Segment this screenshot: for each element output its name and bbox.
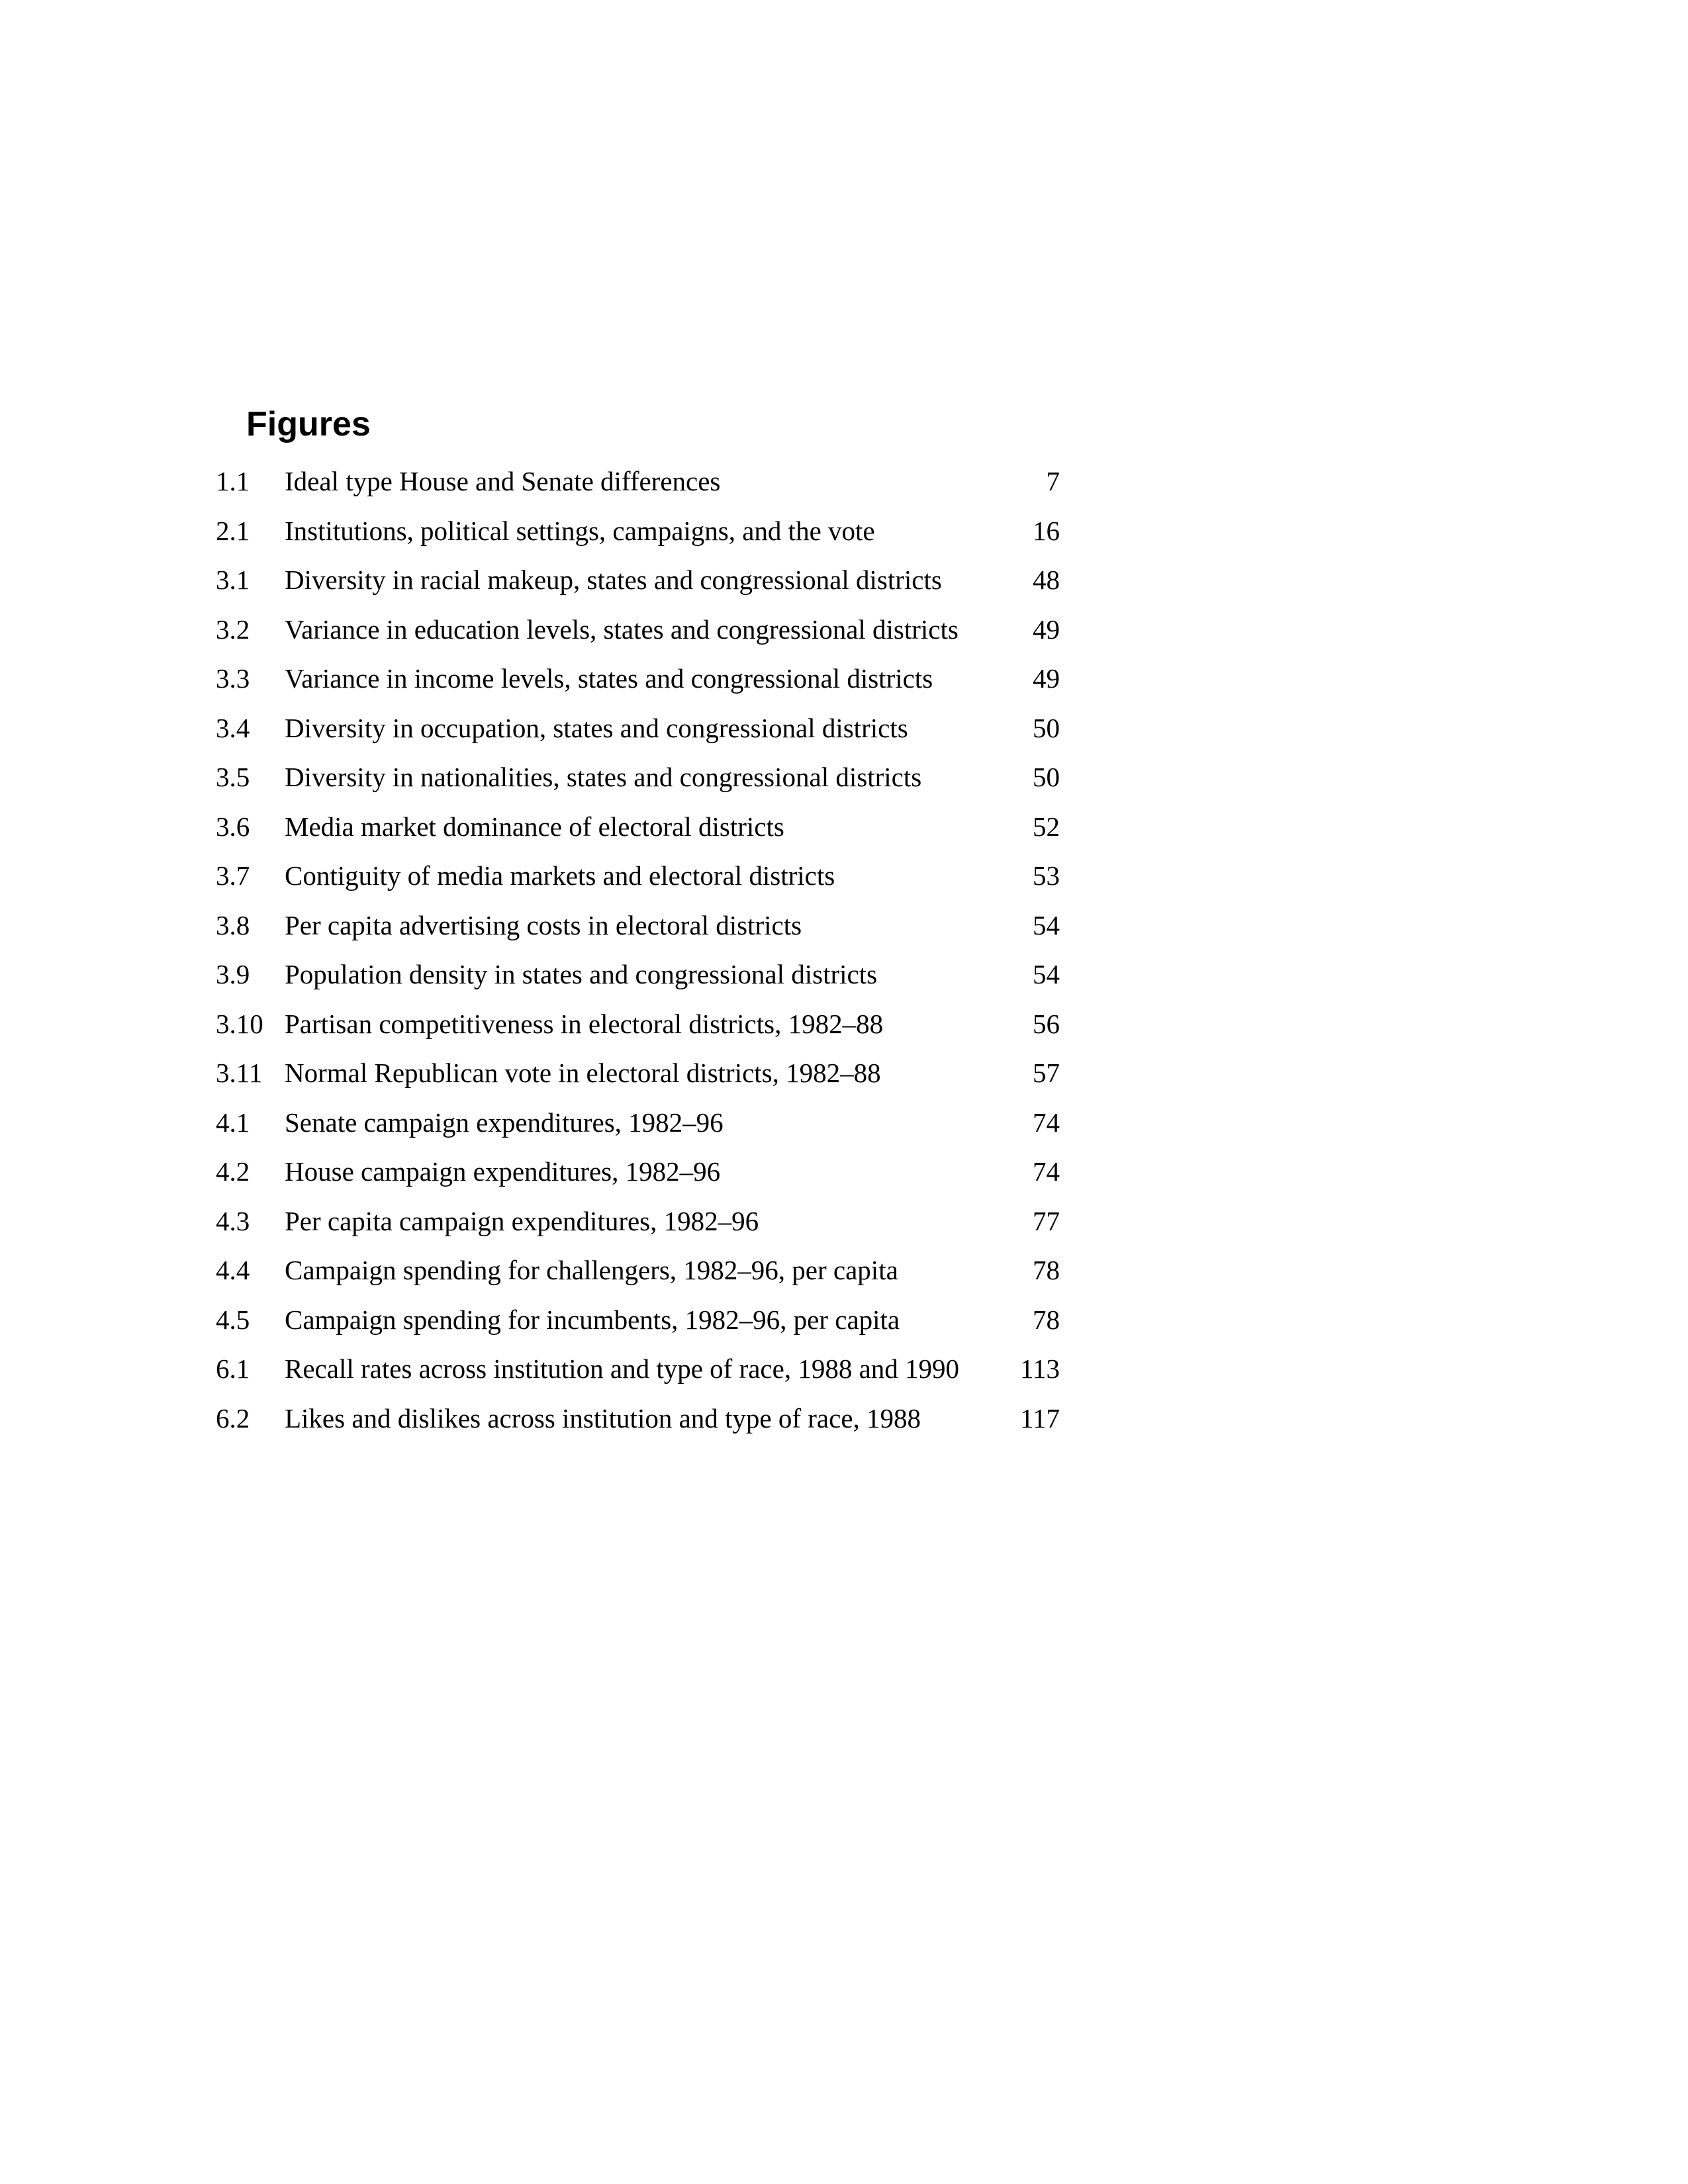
figure-page-number: 49 [1033,663,1060,694]
figure-entry [216,901,1060,950]
figure-entry [216,950,1060,999]
figure-page-number: 78 [1033,1255,1060,1285]
figure-number: 6.1 [216,1353,250,1384]
figure-title: Senate campaign expenditures, 1982–96 [285,1107,724,1138]
figure-page-number: 52 [1033,811,1060,842]
figure-number: 3.5 [216,762,250,792]
figure-number: 2.1 [216,515,250,546]
figure-title: Partisan competitiveness in electoral districts, 1982–88 [285,1008,884,1039]
figure-title: Variance in education levels, states and congressional districts [285,614,959,645]
figure-number: 3.11 [216,1058,263,1088]
figure-title: Media market dominance of electoral districts [285,811,784,842]
figure-entry [216,704,1060,753]
figure-entry [216,752,1060,802]
figure-number: 3.6 [216,811,250,842]
figure-title: Population density in states and congressional districts [285,959,878,989]
figure-entry [216,999,1060,1049]
figure-number: 3.7 [216,860,250,891]
figure-number: 6.2 [216,1402,250,1433]
figure-number: 3.9 [216,959,250,989]
figure-page-number: 74 [1033,1107,1060,1138]
figure-title: Diversity in racial makeup, states and congressional districts [285,565,942,595]
figure-entry [216,1246,1060,1295]
figure-entry [216,802,1060,852]
figure-number: 3.4 [216,712,250,743]
figure-title: Variance in income levels, states and congressional districts [285,663,933,694]
figure-number: 4.3 [216,1205,250,1236]
figure-entry [216,654,1060,704]
figure-title: Contiguity of media markets and electoral districts [285,860,835,891]
figure-title: Recall rates across institution and type of race, 1988 and 1990 [285,1353,960,1384]
figure-title: Likes and dislikes across institution and type of race, 1988 [285,1402,921,1433]
figure-title: Diversity in occupation, states and congressional districts [285,712,908,743]
figure-title: Ideal type House and Senate differences [285,466,721,496]
figure-number: 3.2 [216,614,250,645]
figure-number: 4.5 [216,1304,250,1335]
page-heading: Figures [246,405,371,443]
figure-page-number: 77 [1033,1205,1060,1236]
figure-title: Normal Republican vote in electoral districts, 1982–88 [285,1058,881,1088]
figure-page-number: 54 [1033,959,1060,989]
figure-entry [216,1147,1060,1197]
figure-entry [216,1344,1060,1394]
figure-title: Per capita advertising costs in electoral districts [285,909,802,940]
figure-page-number: 54 [1033,909,1060,940]
figure-entry [216,457,1060,506]
figure-number: 3.3 [216,663,250,694]
figure-title: Per capita campaign expenditures, 1982–96 [285,1205,759,1236]
figure-page-number: 117 [1020,1402,1060,1433]
figure-number: 4.1 [216,1107,250,1138]
figure-number: 3.8 [216,909,250,940]
figure-page-number: 78 [1033,1304,1060,1335]
figure-page-number: 16 [1033,515,1060,546]
figure-page-number: 50 [1033,712,1060,743]
figure-title: Institutions, political settings, campaigns, and the vote [285,515,875,546]
figure-title: Campaign spending for challengers, 1982–96, per capita [285,1255,898,1285]
figure-title: House campaign expenditures, 1982–96 [285,1156,721,1187]
figure-entry [216,1394,1060,1443]
figure-number: 3.1 [216,565,250,595]
figure-page-number: 57 [1033,1058,1060,1088]
figure-entry [216,1098,1060,1148]
figure-page-number: 48 [1033,565,1060,595]
figure-page-number: 74 [1033,1156,1060,1187]
figure-number: 4.4 [216,1255,250,1285]
figure-title: Campaign spending for incumbents, 1982–96, per capita [285,1304,900,1335]
figure-entry [216,1197,1060,1246]
figure-number: 1.1 [216,466,250,496]
figure-page-number: 113 [1020,1353,1060,1384]
figure-page-number: 7 [1046,466,1060,496]
figure-entry [216,605,1060,655]
figure-entry [216,506,1060,556]
figures-list [216,457,1060,1443]
figure-entry [216,1048,1060,1098]
figure-entry [216,555,1060,605]
figure-page-number: 50 [1033,762,1060,792]
figure-title: Diversity in nationalities, states and congressional districts [285,762,922,792]
figure-page-number: 53 [1033,860,1060,891]
figure-page-number: 49 [1033,614,1060,645]
figure-entry [216,851,1060,901]
figure-number: 4.2 [216,1156,250,1187]
figure-page-number: 56 [1033,1008,1060,1039]
figure-entry [216,1295,1060,1345]
figure-number: 3.10 [216,1008,263,1039]
